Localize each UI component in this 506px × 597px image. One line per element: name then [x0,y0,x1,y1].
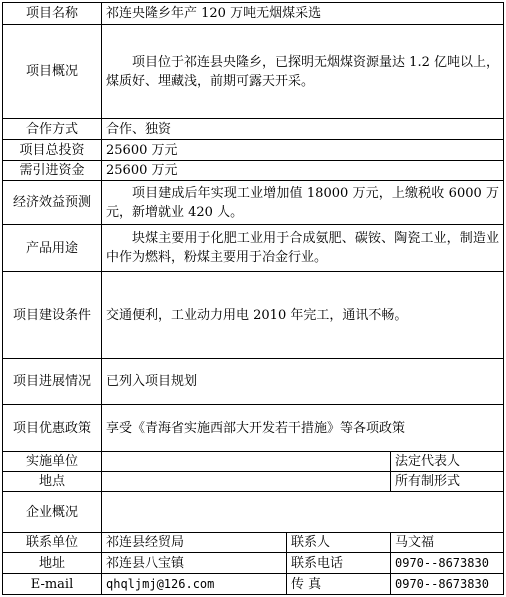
value-contact-person: 马文福 [391,533,504,553]
label-benefit: 经济效益预测 [3,181,102,225]
value-address: 祁连县八宝镇 [102,553,287,574]
row-implementer [3,452,504,472]
row-enterprise [3,492,504,533]
row-contact-unit [3,533,504,553]
row-progress [3,359,504,405]
row-email [3,574,504,595]
label-contact-unit: 联系单位 [3,533,102,553]
row-address [3,553,504,574]
value-location [102,472,391,492]
value-contact-unit: 祁连县经贸局 [102,533,287,553]
row-usage [3,225,504,272]
row-cooperation [3,119,504,140]
value-cooperation: 合作、独资 [102,119,504,140]
value-progress: 已列入项目规划 [102,359,504,405]
value-implementer [102,452,391,472]
row-overview [3,25,504,119]
label-overview: 项目概况 [3,25,102,119]
label-legal-representative: 法定代表人 [391,452,504,472]
label-implementer: 实施单位 [3,452,102,472]
value-enterprise [102,492,504,533]
label-project-name: 项目名称 [3,3,102,25]
value-project-name: 祁连央隆乡年产 120 万吨无烟煤采选 [102,3,504,25]
value-policy: 享受《青海省实施西部大开发若干措施》等各项政策 [102,405,504,452]
label-ownership-form: 所有制形式 [391,472,504,492]
label-policy: 项目优惠政策 [3,405,102,452]
label-conditions: 项目建设条件 [3,272,102,359]
label-contact-person: 联系人 [287,533,391,553]
row-required-funds [3,161,504,181]
value-email: qhqljmj@126.com [102,574,287,595]
label-required-funds: 需引进资金 [3,161,102,181]
label-cooperation: 合作方式 [3,119,102,140]
row-conditions [3,272,504,359]
label-enterprise: 企业概况 [3,492,102,533]
row-total-investment [3,140,504,161]
value-usage: 块煤主要用于化肥工业用于合成氨肥、碳铵、陶瓷工业，制造业中作为燃料，粉煤主要用于冶金行业。 [102,225,504,272]
value-overview: 项目位于祁连县央隆乡，已探明无烟煤资源量达 1.2 亿吨以上，煤质好、埋藏浅，前期可露天开采。 [102,25,504,119]
label-email: E-mail [3,574,102,595]
value-phone: 0970--8673830 [391,553,504,574]
label-usage: 产品用途 [3,225,102,272]
label-progress: 项目进展情况 [3,359,102,405]
row-benefit [3,181,504,225]
label-location: 地点 [3,472,102,492]
row-location [3,472,504,492]
value-fax: 0970--8673830 [391,574,504,595]
label-address: 地址 [3,553,102,574]
label-phone: 联系电话 [287,553,391,574]
row-project-name [3,3,504,25]
row-policy [3,405,504,452]
value-required-funds: 25600 万元 [102,161,504,181]
project-info-table [2,2,504,595]
value-conditions: 交通便利，工业动力用电 2010 年完工，通讯不畅。 [102,272,504,359]
label-fax: 传 真 [287,574,391,595]
label-total-investment: 项目总投资 [3,140,102,161]
value-total-investment: 25600 万元 [102,140,504,161]
value-benefit: 项目建成后年实现工业增加值 18000 万元，上缴税收 6000 万元，新增就业 420 人。 [102,181,504,225]
